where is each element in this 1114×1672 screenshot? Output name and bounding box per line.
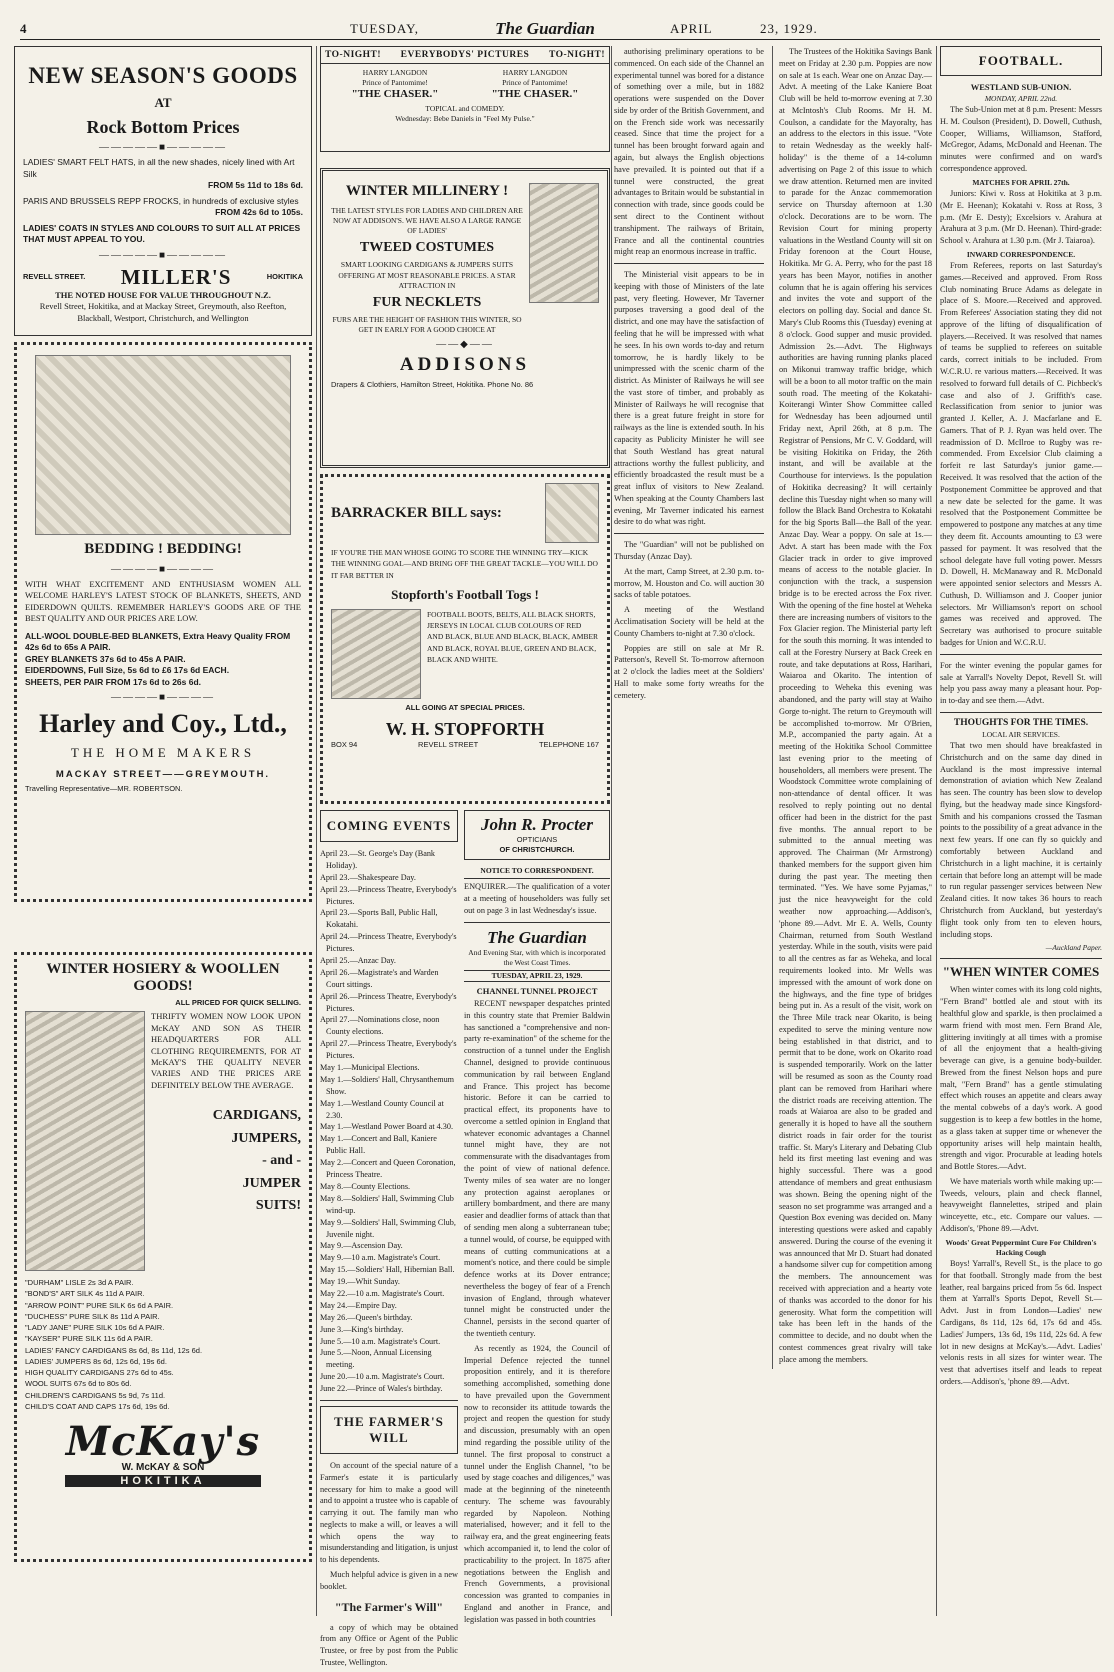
mckay-word-jumpers: JUMPERS,: [231, 1130, 301, 1146]
local-news-items: The Trustees of the Hokitika Savings Bank meet on Friday at 2.30 p.m. Poppies are now on sale at 1s each. Wear one on Anzac Day.—Advt. A meeting of the Lake Kaniere Boat Club will be held to-morrow evening at 7.30 at McIntosh's Club Rooms. Mr H. M. Coulson, a candidate for the Mayoralty, has an address to the electors in this issue. "Vote to retain Wednesday as the weekly half-holiday" is the theme of a 14-column advertising on Page 2 of this issue to which we draw attention. Returned men are invited to parade for the Anzac commemoration service on Thursday afternoon at 1.30 o'clock. Decorations are to be worn. The Revision Court for mining property valuations in the Westland County will sit on Friday forenoon at the Court House, Hokitika. Mr G. A. Perry, who for the past 18 years has been Mayor, notifies in another column that he is again offering his services and invites the vote and support of the electors on polling day. Social and dance St. Mary's Club Rooms this (Tuesday) evening at 8 o'clock. Good supper and music provided. Admission 2s.—Advt. The Highways authorities are having running planks placed on Mikonui tramway traffic bridge, which will be a boon to all motor traffic on the main south road. The meeting of the Kokatahi-Koiterangi Winter Show Committee called for Wednesday has been adjourned until Friday next, April 26th, at 8 p.m. The Registrar of Pensions, Mr C. V. Goddard, will be visiting Hokitika on Friday, the 26th instant, and will be available at the Courthouse for interviews. Is the population of Hokitika decreasing? It will certainly decline this Tuesday night when so many will follow the Black Band Orchestra to Kokatahi for the big Sports Ball—the Ball of the year. Anzac Day. Wear a poppy. On sale at 1s.—Advt. A start has been made with the Fox Glacier track in order to give improved means of access to the notable glacier. In conjunction with the track, a suspension bridge is to be erected across the Fox river. With the opening of the fine hostel at Weheka there are increasing numbers of visitors to the Fox Glacier region. The Ministerial party left for the south this morning. It was intended to call at the Forestry Nursery at Back Creek en route, and take deputations at Ross, Harihari, Waiaroa and Okarito. The intention of proceeding to Weheka this evening was abandoned, and the party will stay at Waiho Gorge to-night. The return to Greymouth will be accomplished to-morrow. Mr O'Brien, M.P., accompanied the party again. At a meeting of the Hokitika School Committee last evening prior to the meeting of householders, all members were present. The Woodstock Committee wrote complaining of non-attendance of dental officer. It was resolved to reply pointing out no dental officer had been in the district for the past five months. The annual report to be submitted to the annual meeting was approved. The Chairman (Mr Armstrong) thanked members for the support given him during the past year. The meeting then terminated. "Yes. We have some Pyjamas," just the nice heavyweight for the cold weather now approaching.—Addison's, 'phone 89.—Advt. Mr E. A. Wells, County Chairman, returned from South Westland yesterday. While in the south, visits were paid to all the centres as far as Weheka, and local requirements looked into. Mr Wells was impressed with the amount of work done on the highways, and the fine type of bridges being put in. As a result of the visit, work on the Three Mile track near Okarito, is being expedited to serve the mining venture now being established in that district, and to permit that to be done, work on Okarito road is suspended temporarily. Work on the latter will be resumed as soon as the County road plant can be removed from Harihari where the district roads are receiving attention. The roads at Waiaroa are also to be graded and generally it is hoped to have all the southern district roads in fair order for the tourist traffic. St. Mary's Literary and Debating Club held its first meeting last evening and was highly successful. There was a good attendance of members and great enthusiasm was shown. Being the opening night of the season no set programme was arranged and a Question Box evening was decided on. Many interesting questions were asked and capably answered. During the course of the evening it was announced that Mr D. Stuart had donated a handsome silver cup for competition among the members. The announcement was received with appreciation and a hearty vote of thanks was accorded to the donor for his generosity. What form the competition will take has been left in the hands of the committee to decide, and no doubt when the contest commences great rivalry will take place among the members.: [779, 47, 932, 1364]
farmers-will-text-2: Much helpful advice is given in a new booklet.: [320, 1570, 458, 1591]
farmers-will-text-3: a copy of which may be obtained from any Office or Agent of the Public Trustee, or free by post from the Public Trustee, Wellington.: [320, 1622, 458, 1667]
millers-at: AT: [154, 95, 172, 111]
tunnel-paragraph-3: authorising preliminary operations to be commenced. On each side of the Channel an experimental tunnel was bored for a distance of something over a mile, but in 1882 operations were suspended on the Dover side by order of the British Government, and on the French side work was necessarily ceased. Since that time the project for a tunnel has been brought forward again and again, but always the English objections have prevailed. It is pointed out that if a tunnel were constructed, the great advantages to Britain would be substantial in connection with trade, since goods could be sent direct to the Continent without transhipment. The railways of Britain, France and all the continental countries might reap an enormous increase in traffic.: [614, 47, 764, 257]
coming-events-title: COMING EVENTS: [326, 818, 452, 833]
masthead-paper-name: The Guardian: [495, 18, 595, 38]
mart-notice: At the mart, Camp Street, at 2.30 p.m. to-morrow, M. Houston and Co. will auction 30 sacks of table potatoes.: [614, 566, 764, 600]
football-title: FOOTBALL.: [978, 53, 1064, 68]
stopforth-subhead: Stopforth's Football Togs !: [391, 586, 539, 602]
editorial-masthead: The Guardian: [487, 927, 587, 947]
harley-price-sheets: SHEETS, PER PAIR FROM 17s 6d to 26s 6d.: [25, 676, 202, 687]
millers-line-hats: LADIES' SMART FELT HATS, in all the new shades, nicely lined with Art Silk: [23, 157, 295, 179]
millers-price-frocks: FROM 42s 6d to 105s.: [215, 207, 303, 218]
acclimatisation-notice: A meeting of the Westland Acclimatisation Society will be held at the County Chambers to-night at 7.30 o'clock.: [614, 605, 764, 638]
advert-snippets: Boys! Yarrall's, Revell St., is the place to go for that football. Strongly made from the best leather, real bargains priced from 5s 6d. Inspect them at Yarrall's Sports Depot, Revell St.—Advt. Just in from London—Ladies' new Cardigans, 8s 11d, 12s 6d, 17s 6d and 45s. Ladies' Jumpers, 13s 6d, 19s 11d, 22s 6d. A few lot in new designs at McKay's.—Advt. Ladies' velonis rests in all sizes for winter wear. The vest that advertises itself and leads to repeat orders.—Addison's, 'phone 89.—Advt.: [940, 1259, 1102, 1386]
event-item: April 27.—Nominations close, noon County elections.: [320, 1015, 440, 1037]
when-winter-comes-title: "WHEN WINTER COMES: [942, 964, 1100, 980]
coming-events-list: [320, 848, 458, 1395]
divider: [320, 1400, 458, 1401]
column-1: [14, 46, 312, 1616]
pictures-tonight-right: TO-NIGHT!: [548, 50, 605, 60]
harley-price-blankets: ALL-WOOL DOUBLE-BED BLANKETS, Extra Heavy Quality FROM 42s 6d to 65s A PAIR.: [25, 630, 291, 653]
football-head-box: [940, 46, 1102, 76]
millers-town: HOKITIKA: [266, 272, 303, 282]
millers-street: REVELL STREET.: [23, 272, 86, 282]
pictures-wednesday: Wednesday: Bebe Daniels in "Feel My Pulse.": [395, 114, 535, 124]
stopforth-name: W. H. STOPFORTH: [385, 718, 545, 739]
mckay-price-item: HIGH QUALITY CARDIGANS 27s 6d to 45s.: [25, 1368, 174, 1378]
event-item: May 1.—Soldiers' Hall, Chrysanthemum Show.: [320, 1074, 455, 1096]
pictures-banner: [321, 47, 609, 64]
hat-model-illustration: [529, 183, 599, 303]
pictures-double-bill: [321, 64, 609, 104]
mckay-price-item: "BOND'S" ART SILK 4s 11d A PAIR.: [25, 1289, 145, 1299]
poppies-notice: Poppies are still on sale at Mr R. Patterson's, Revell St. To-morrow afternoon at 2 o'clock the ladies meet at the Soldiers' Hall to make some forty wreaths for the cemetery.: [614, 643, 764, 700]
ornament: ——◆——: [436, 339, 494, 350]
editorial-column: [464, 810, 610, 1672]
event-item: May 9.—Ascension Day.: [320, 1241, 403, 1251]
farmers-will-head-box: [320, 1406, 458, 1454]
harley-price-eiderdowns: EIDERDOWNS, Full Size, 5s 6d to £6 17s 6d EACH.: [25, 665, 230, 676]
stopforth-telephone: TELEPHONE 167: [538, 739, 599, 749]
event-item: May 8.—County Elections.: [320, 1181, 411, 1191]
mckay-price-item: "KAYSER" PURE SILK 11s 6d A PAIR.: [25, 1334, 153, 1344]
event-item: April 23.—Shakespeare Day.: [320, 872, 416, 882]
event-item: June 3.—King's birthday.: [320, 1324, 404, 1334]
mckay-word-jumper: JUMPER: [242, 1175, 301, 1191]
page-masthead: [20, 18, 1100, 40]
millers-advert: [14, 46, 312, 336]
harley-representative: Travelling Representative—MR. ROBERTSON.: [25, 784, 183, 794]
pictures-tagline: Prince of Pantomime!: [362, 78, 428, 88]
harley-name: Harley and Coy., Ltd.,: [39, 709, 287, 739]
stopforth-advert: [320, 474, 610, 804]
pictures-film-title: "THE CHASER.": [351, 88, 439, 101]
tunnel-paragraph-2: As recently as 1924, the Council of Imperial Defence rejected the tunnel proposition entirely, and it is therefore something accomplished, something done to have prevailed upon the Government now to reconsider its attitude towards the project and reopen the question for study and discussion, presumably with an open mind regarding the possible utility of the tunnel. The first proposal to construct a tunnel under the English Channel, "to be used by stage coaches and diligences," was made at the beginning of the nineteenth century. The scheme was favourably regarded by Napoleon. Nothing materialised, however; and it fell to the railway era, and the great engineering feats which accompanied it, to lend the color of practicability to the project. In 1875 after negotiations between the English and French Governments, a provisional concession was granted to companies in England and another in France, and legislation was passed in both countries: [464, 1343, 610, 1624]
tunnel-article: [464, 998, 610, 1625]
mckay-headline: WINTER HOSIERY & WOOLLEN GOODS!: [46, 961, 280, 994]
event-item: May 1.—Municipal Elections.: [320, 1063, 420, 1073]
mckay-price-item: "DURHAM" LISLE 2s 3d A PAIR.: [25, 1278, 134, 1288]
addisons-tweed: TWEED COSTUMES: [359, 240, 495, 256]
harley-advert: [14, 342, 312, 902]
millers-subhead: Rock Bottom Prices: [86, 117, 240, 138]
fern-brand-advert: [940, 984, 1102, 1387]
stopforth-intro: IF YOU'RE THE MAN WHOSE GOING TO SCORE THE WINNING TRY—KICK THE WINNING GOAL—AND BRING OFF THE GREAT TACKLE—YOU WILL DO IT FAR BETTER IN: [331, 548, 598, 580]
divider: [940, 654, 1102, 655]
event-item: May 22.—10 a.m. Magistrate's Court.: [320, 1288, 445, 1298]
masthead-day: TUESDAY,: [350, 20, 420, 36]
harley-price-grey: GREY BLANKETS 37s 6d to 45s A PAIR.: [25, 653, 186, 664]
procter-logo: John R. Procter: [481, 815, 593, 834]
pictures-topical: TOPICAL and COMEDY.: [425, 104, 505, 114]
football-player-illustration: [331, 609, 421, 699]
procter-opticians: OPTICIANS: [516, 835, 558, 844]
thoughts-title: THOUGHTS FOR THE TIMES.: [953, 717, 1089, 728]
event-item: June 5.—10 a.m. Magistrate's Court.: [320, 1336, 441, 1346]
stopforth-goods: FOOTBALL BOOTS, BELTS, ALL BLACK SHORTS, JERSEYS IN LOCAL CLUB COLOURS OF RED AND BLACK, BLUE AND BLACK, BLACK, AMBER AND BLACK, ROYAL BLUE, GREEN AND BLACK, BLACK AND WHITE.: [427, 609, 599, 664]
event-item: May 2.—Concert and Queen Coronation, Princess Theatre.: [320, 1158, 456, 1180]
football-correspondence-head: INWARD CORRESPONDENCE.: [966, 249, 1076, 259]
addisons-address: Drapers & Clothiers, Hamilton Street, Hokitika. Phone No. 86: [331, 380, 534, 389]
event-item: June 22.—Prince of Wales's birthday.: [320, 1384, 443, 1394]
mckay-price-item: "ARROW POINT" PURE SILK 6s 6d A PAIR.: [25, 1300, 174, 1310]
addisons-intro: THE LATEST STYLES FOR LADIES AND CHILDREN ARE NOW AT ADDISON'S. WE HAVE ALSO A LARGE RANGE OF LADIES': [331, 206, 523, 236]
event-item: April 27.—Princess Theatre, Everybody's Pictures.: [320, 1039, 457, 1061]
fashion-figure-illustration: [25, 1011, 145, 1271]
event-item: April 24.—Princess Theatre, Everybody's Pictures.: [320, 932, 457, 954]
mckay-price-item: "DUCHESS" PURE SILK 8s 11d A PAIR.: [25, 1311, 160, 1321]
fern-brand-text: When winter comes with its long cold nights, "Fern Brand" bottled ale and stout with its healthful glow and sparkle, is then proclaimed a warm friend with most men. Fern Brand Ale, glittering invitingly at all times with a promise of all the enjoyment that a health-giving beverage can give, is a genuine body-builder. Brewed from the finest Nelson hops and pure malt, "Fern Brand" has a gentle stimulating effect which rouses an appetite and clears away the mental cobwebs of a day's work. A good suggestion is to keep a few bottles in the home, as a glass taken at supper time or whenever the opportunity arises will help maintain health, strength and vigor. Procurable at leading hotels and Bottle Stores.—Advt.: [940, 985, 1102, 1172]
mckay-intro: THRIFTY WOMEN NOW LOOK UPON McKAY AND SON AS THEIR HEADQUARTERS FOR ALL CLOTHING REQUIREMENTS, FOR AT McKAY'S THE QUALITY NEVER VARIES AND THE PRICES ARE DEFINITELY BELOW THE AVERAGE.: [151, 1011, 301, 1090]
divider: [614, 533, 764, 534]
event-item: May 9.—Soldiers' Hall, Swimming Club, Juvenile night.: [320, 1217, 456, 1239]
mckay-price-item: LADIES' JUMPERS 8s 6d, 12s 6d, 19s 6d.: [25, 1356, 167, 1366]
pictures-star: HARRY LANGDON: [362, 68, 428, 77]
event-item: May 19.—Whit Sunday.: [320, 1277, 400, 1287]
notice-title: NOTICE TO CORRESPONDENT.: [464, 866, 610, 879]
mckay-price-list: [25, 1277, 301, 1412]
addisons-headline: WINTER MILLINERY !: [345, 183, 509, 199]
editorial-masthead-sub: And Evening Star, with which is incorporated the West Coast Times.: [468, 947, 606, 967]
harley-tagline: THE HOME MAKERS: [70, 745, 256, 761]
event-item: May 26.—Queen's birthday.: [320, 1312, 413, 1322]
peppermint-cure: Woods' Great Peppermint Cure For Children's Hacking Cough: [945, 1237, 1097, 1257]
divider: [464, 922, 610, 923]
football-correspondence: From Referees, reports on last Saturday's games.—Received and approved. From Ross Club nominating Bruce Adams as delegate in place of S. Moore.—Received and approved. From Referees' Association stating they did not approve of the lifting of disqualification of players.—Received. It was resolved that names of teams be supplied to referees on suitable cards, correct initials to be included. From W.C.R.U. re various matters.—Received. It was resolved to forward full details of C. Pichbeck's case and also of J. Griffith's case. Reclassification from senior to junior was granted J. Keller, A. J. Macfarlane and E. Gamers. That of P. J. Ryan was held over. The readmission of D. McIlroe to Rugby was re-commended. From Excelsior Club claiming a forfeit re last Saturday's junior game.—Received. It was resolved that the action of the Postponement Committee be approved and that a new date be selected for the game. It was resolved that the Postponement Committee be empowered to postpone any matches at any time they deem fit. Accounts amounting to £3 were passed for payment. It was resolved that the school delegate have full voting power. Messrs D. Dowell, H. McManaway and R. McDonald were appointed senior selectors and Messrs A. Cuthush, D. Williamson and J. Cooper junior selectors. Mr Williamson's report on school games was received and approved. The Secretary was authorised to procure suitable badges for Union and W.C.R.U.: [940, 260, 1102, 647]
divider: [940, 712, 1102, 713]
column-4: [940, 46, 1102, 1616]
tunnel-continued: [614, 46, 764, 1369]
event-item: May 1.—Concert and Ball, Kaniere Public Hall.: [320, 1134, 437, 1156]
millers-line-frocks: PARIS AND BRUSSELS REPP FROCKS, in hundreds of exclusive styles: [23, 195, 299, 206]
millers-name: MILLER'S: [120, 264, 232, 289]
mckay-price-item: CHILDREN'S CARDIGANS 5s 9d, 7s 11d.: [25, 1390, 166, 1400]
addisons-name: ADDISONS: [399, 354, 531, 375]
ministerial-visit: The Ministerial visit appears to be in keeping with those of Ministers of the late past, very fleeting. However, Mr Taverner purposes traversing a good deal of the district, and one may have the satisfaction of feeling that he will be impressed with what he sees. In his own words to-day and return tomorrow, he is hardly likely to be unimpressed with the scenic charm of the district. As Minister of Railways he will see the vast store of timber, and probably as Minister of Railways he will recognise that there is a great future freight in store for railways as the line is extended south. In his capacity as Publicity Minister he will see that South Westland has great natural attractions worthy the fullest publicity, and efficiently broadcasted the result must be a great influx of visitors to New Zealand. When speaking at the County Chambers last evening, Mr Taverner indicated his earnest desire to do what was right.: [614, 270, 764, 527]
local-news: [772, 46, 932, 1369]
addisons-cardigans: SMART LOOKING CARDIGANS & JUMPERS SUITS OFFERING AT MOST REASONABLE PRICES. A STAR ATTRACTION IN: [338, 260, 516, 290]
coming-events-head-box: [320, 810, 458, 842]
millers-name-row: [23, 265, 303, 290]
addisons-furs: FUR NECKLETS: [372, 294, 482, 310]
millers-tagline: THE NOTED HOUSE FOR VALUE THROUGHOUT N.Z.: [55, 289, 271, 300]
stopforth-box: BOX 94: [331, 739, 358, 749]
football-fixtures: Juniors: Kiwi v. Ross at Hokitika at 3 p.m. (Mr E. Heenan); Kokatahi v. Ross at Ross, 3 p.m. (Mr E. Desty); Excelsiors v. Arahura at Arahura at 3 p.m. (Mr D. Heenan). Third-grade: School v. Arahura at 1.30 p.m. (Mr J. Taiaroa).: [940, 188, 1102, 246]
farmers-will-advert: [320, 1460, 458, 1669]
column-3-split: [614, 46, 932, 1369]
mckay-word-suits: SUITS!: [255, 1197, 301, 1213]
event-item: April 23.—Sports Ball, Public Hall, Kokatahi.: [320, 908, 438, 930]
event-item: April 26.—Magistrate's and Warden Court sittings.: [320, 967, 439, 989]
addisons-materials: We have materials worth while making up:—Tweeds, velours, plain and check flannel, heavyweight flannelettes, striped and plain winceyette, etc., etc. Compare our values. — Addison's, 'Phone 89.—Advt.: [940, 1176, 1102, 1234]
notice-text: ENQUIRER.—The qualification of a voter at a meeting of householders was fully set out on page 3 in last Wednesday's issue.: [464, 882, 610, 915]
farmers-will-booklet: "The Farmer's Will": [334, 1599, 444, 1614]
masthead-date: 23, 1929.: [760, 20, 818, 36]
stopforth-headline: BARRACKER BILL says:: [331, 504, 502, 521]
tunnel-headline: CHANNEL TUNNEL PROJECT: [476, 986, 598, 997]
football-meeting: The Sub-Union met at 8 p.m. Present: Messrs H. M. Coulson (President), D. Dowell, Cuthush, Cooper, Williams, Williamson, Stafford, McGregor, Adams, McDonald and Heenan. The minutes were confirmed and on ward's correspondence approved.: [940, 105, 1102, 174]
pictures-tagline: Prince of Pantomime!: [502, 78, 568, 88]
event-item: May 9.—10 a.m. Magistrate's Court.: [320, 1253, 441, 1263]
air-services-source: —Auckland Paper.: [1045, 943, 1102, 953]
ornament: —————■—————: [98, 249, 228, 261]
guardian-notice: The "Guardian" will not be published on Thursday (Anzac Day).: [614, 540, 764, 562]
event-item: June 5.—Noon, Annual Licensing meeting.: [320, 1348, 432, 1370]
ornament: ————■————: [110, 692, 216, 704]
mckay-word-cardigans: CARDIGANS,: [212, 1108, 301, 1124]
stopforth-street: REVELL STREET: [418, 739, 479, 749]
bedding-illustration: [35, 355, 291, 535]
masthead-month: APRIL: [670, 20, 713, 36]
page-number: 4: [20, 20, 27, 36]
event-item: April 25.—Anzac Day.: [320, 956, 396, 966]
event-item: May 8.—Soldiers' Hall, Swimming Club wind-up.: [320, 1193, 454, 1215]
mckay-subhead: ALL PRICED FOR QUICK SELLING.: [175, 998, 301, 1007]
farmers-will-title: THE FARMER'S WILL: [334, 1413, 444, 1445]
farmers-will-text: On account of the special nature of a Farmer's estate it is particularly necessary for him to make a good will and to appoint a trustee who is capable of carrying it out. The family man who neglects to make a will, or leaves a will which opens the way to misunderstanding and litigation, is unjust to his dependents.: [320, 1460, 458, 1565]
procter-advert: [464, 810, 610, 860]
millers-headline: NEW SEASON'S GOODS: [28, 63, 298, 88]
event-item: May 1.—Westland Power Board at 4.30.: [320, 1122, 454, 1132]
mckay-price-item: "LADY JANE" PURE SILK 10s 6d A PAIR.: [25, 1323, 165, 1333]
event-item: April 23.—St. George's Day (Bank Holiday).: [320, 849, 436, 870]
air-services-article: [940, 740, 1102, 953]
harley-headline: BEDDING ! BEDDING!: [84, 541, 242, 557]
ornament: ————■————: [110, 564, 216, 575]
mckay-price-item: WOOL SUITS 67s 6d to 80s 6d.: [25, 1379, 132, 1389]
divider: [614, 263, 764, 264]
barracker-bill-illustration: [545, 483, 599, 543]
column-2-lower: [320, 810, 610, 1672]
mckay-logo: McKay's: [65, 1418, 261, 1466]
harley-address: MACKAY STREET——GREYMOUTH.: [55, 769, 271, 781]
stopforth-special: ALL GOING AT SPECIAL PRICES.: [405, 702, 525, 712]
column-2: [320, 46, 610, 1667]
harley-intro: WITH WHAT EXCITEMENT AND ENTHUSIASM WOMEN ALL WELCOME HARLEY'S LATEST STOCK OF BLANKETS, SHEETS, AND EIDERDOWN QUILTS. REMEMBER HARLEY'S GOODS ARE OF THE BEST QUALITY AND OUR PRICES ARE LOW.: [25, 579, 301, 624]
addisons-furs-text: FURS ARE THE HEIGHT OF FASHION THIS WINTER, SO GET IN EARLY FOR A GOOD CHOICE AT: [332, 314, 522, 334]
event-item: April 26.—Princess Theatre, Everybody's Pictures.: [320, 991, 457, 1013]
mckay-word-and: - and -: [262, 1153, 301, 1169]
event-item: May 15.—Soldiers' Hall, Hibernian Ball.: [320, 1265, 455, 1275]
mckay-price-item: CHILD'S COAT AND CAPS 17s 6d, 19s 6d.: [25, 1401, 170, 1411]
divider: [940, 958, 1102, 959]
procter-town: OF CHRISTCHURCH.: [499, 845, 575, 855]
football-fixtures-head: MATCHES FOR APRIL 27th.: [972, 177, 1070, 187]
air-services-text: That two men should have breakfasted in Christchurch and on the same day dined in Auckland is the most impressive internal demonstration of aviation which New Zealand has seen. The country has been slow to develop flying, but the headway made since Kingsford-Smith and his companions crossed the Tasman points to the possibility of a great advance in the next few years. If one can fly so quickly and comfortably between Auckland and Christchurch in a light machine, it is certainly certain that before long an attempt will be made to run regular passenger services between New Zealand cities. It now takes 36 hours to reach Christchurch from Auckland, but yesterday's flight took only from ten to eleven hours, including stops.: [940, 741, 1102, 939]
football-date: MONDAY, APRIL 22nd.: [984, 94, 1058, 103]
pictures-advert: [320, 46, 610, 152]
mckay-body: [25, 1011, 301, 1271]
mckay-firm: W. McKAY & SON: [121, 1462, 205, 1474]
air-services-subhead: LOCAL AIR SERVICES.: [982, 729, 1060, 739]
column-3: [614, 46, 932, 1616]
mckay-price-item: LADIES' FANCY CARDIGANS 8s 6d, 8s 11d, 12s 6d.: [25, 1345, 203, 1355]
column-rule: [611, 46, 612, 1616]
event-item: April 23.—Princess Theatre, Everybody's Pictures.: [320, 884, 457, 906]
pictures-star: HARRY LANGDON: [502, 68, 568, 77]
column-rule: [936, 46, 937, 1616]
addisons-advert: [320, 168, 610, 468]
mckay-town-bar: HOKITIKA: [65, 1475, 261, 1487]
pictures-theatre: EVERYBODYS' PICTURES: [400, 50, 530, 60]
pictures-film-title: "THE CHASER.": [491, 88, 579, 101]
stopforth-contact-row: [331, 740, 599, 750]
editorial-date: TUESDAY, APRIL 23, 1929.: [464, 970, 610, 982]
event-item: May 1.—Westland County Council at 2.30.: [320, 1098, 444, 1120]
event-item: June 20.—10 a.m. Magistrate's Court.: [320, 1372, 445, 1382]
events-column: [320, 810, 458, 1672]
mckay-advert: [14, 952, 312, 1562]
column-rule: [316, 46, 317, 1616]
millers-line-coats: LADIES' COATS IN STYLES AND COLOURS TO SUIT ALL AT PRICES THAT MUST APPEAL TO YOU.: [23, 222, 301, 245]
football-subunion: WESTLAND SUB-UNION.: [970, 82, 1072, 92]
tunnel-paragraph-1: RECENT newspaper despatches printed in this country state that Premier Baldwin has sanctioned a "comprehensive and non-party re-examination" of the scheme for the construction of a tunnel under the English Channel, designed to provide continuous communication by rail between England and France. This project has become historic. Before it can be carried to practical effect, its proponents have to overcome a settled opinion in England that whatever economic advantages a Channel tunnel might have, they are not commensurate with the disadvantages from the point of view of national defence. Twenty miles of sea water are no longer any protection against aeroplanes or artillery bombardment, and there are many easier and deadlier forms of attack than that of sending men along a subterranean tube; a tunnel would, of course, be equipped with means of cutting communications at a moment's notice, and there could be simple defence works at its Dover entrance; nevertheless the bogey of fear of a French invasion of England, through whatever tunnel might be constructed under the Channel, persists in the second quarter of the twentieth century.: [464, 999, 610, 1338]
millers-address: Revell Street, Hokitika, and at Mackay Street, Greymouth, also Reefton, Blackball, Westport, Christchurch, and Wellington: [39, 301, 287, 323]
football-report: [940, 104, 1102, 649]
event-item: May 24.—Empire Day.: [320, 1300, 397, 1310]
pictures-tonight-left: TO-NIGHT!: [325, 50, 382, 60]
ornament: —————■—————: [98, 142, 228, 154]
mckay-wordlist: [151, 1105, 301, 1217]
millers-price-hats: FROM 5s 11d to 18s 6d.: [208, 180, 303, 191]
games-advert: For the winter evening the popular games for sale at Yarrall's Novelty Depot, Revell St. will help you pass away many a pleasant hour. Pop-in to-day and see them.—Advt.: [940, 660, 1102, 706]
